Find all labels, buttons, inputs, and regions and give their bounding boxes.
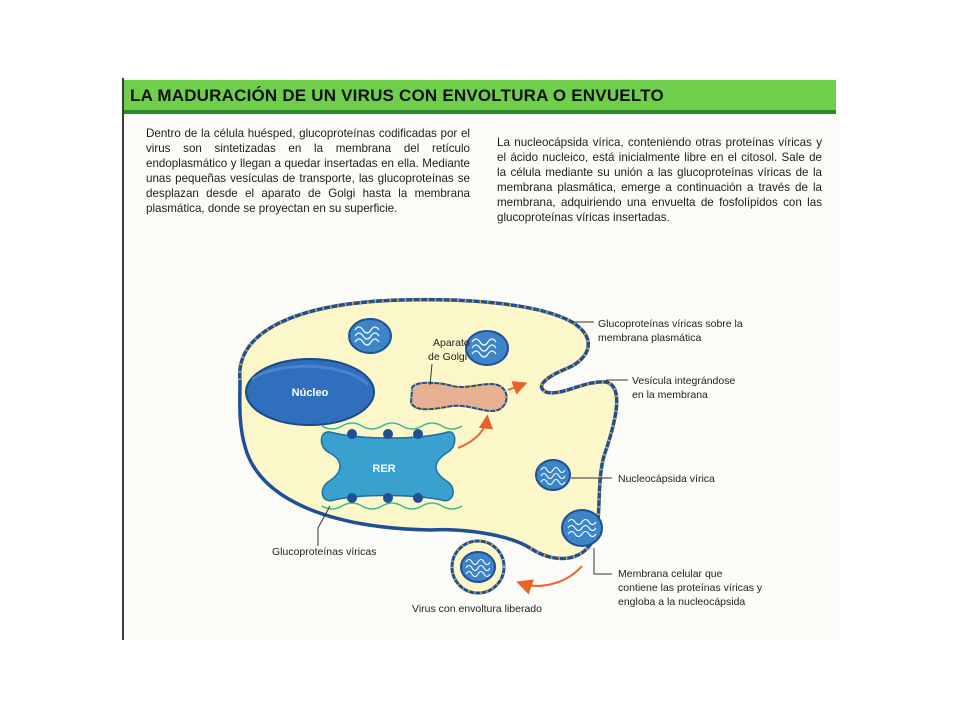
mitochondrion-1 [349, 319, 391, 353]
label-viral-glycoproteins: Glucoproteínas víricas [272, 546, 377, 558]
page-title: LA MADURACIÓN DE UN VIRUS CON ENVOLTURA O ENVUELTO [130, 86, 664, 105]
paragraph-right: La nucleocápsida vírica, conteniendo otras proteínas víricas y el ácido nucleico, está inicialmente libre en el citosol. Sale de la célula mediante su unión a las glucoproteínas víricas de la membrana plasmática, emerge a continuación a través de la membrana, adquiriendo una envuelta de fosfolípidos con las glucoproteínas víricas insertadas. [497, 136, 822, 224]
label-membrane-1: Membrana celular que [618, 568, 723, 580]
budding-virus [562, 510, 602, 546]
golgi-label-line2: de Golgi [428, 351, 468, 363]
nucleus [246, 359, 374, 425]
mitochondrion-2 [466, 331, 508, 365]
host-cell [240, 300, 617, 559]
nucleocapsid [536, 460, 570, 490]
label-nucleocapsid: Nucleocápsida vírica [618, 473, 715, 485]
label-released-virus: Virus con envoltura liberado [412, 603, 542, 615]
label-membrane-3: engloba a la nucleocápsida [618, 596, 746, 608]
rer-label: RER [372, 463, 396, 475]
label-glycoproteins-membrane-2: membrana plasmática [598, 332, 702, 344]
label-vesicle-2: en la membrana [632, 389, 708, 401]
label-vesicle-1: Vesícula integrándose [632, 375, 736, 387]
released-virus [452, 541, 504, 593]
arrow-release [520, 566, 582, 586]
nucleus-label: Núcleo [291, 387, 329, 399]
label-membrane-2: contiene las proteínas víricas y [618, 582, 763, 594]
paragraph-left: Dentro de la célula huésped, glucoproteínas codificadas por el virus son sintetizadas en la membrana del retículo endoplasmático y llegan a quedar insertadas en ella. Mediante unas pequeñas vesículas de transporte, las glucoproteínas se desplazan desde el aparato de Golgi hasta la membrana plasmática, donde se proyectan en su superficie. [146, 127, 470, 215]
label-glycoproteins-membrane-1: Glucoproteínas víricas sobre la [598, 318, 743, 330]
golgi-label-line1: Aparato [433, 337, 470, 349]
